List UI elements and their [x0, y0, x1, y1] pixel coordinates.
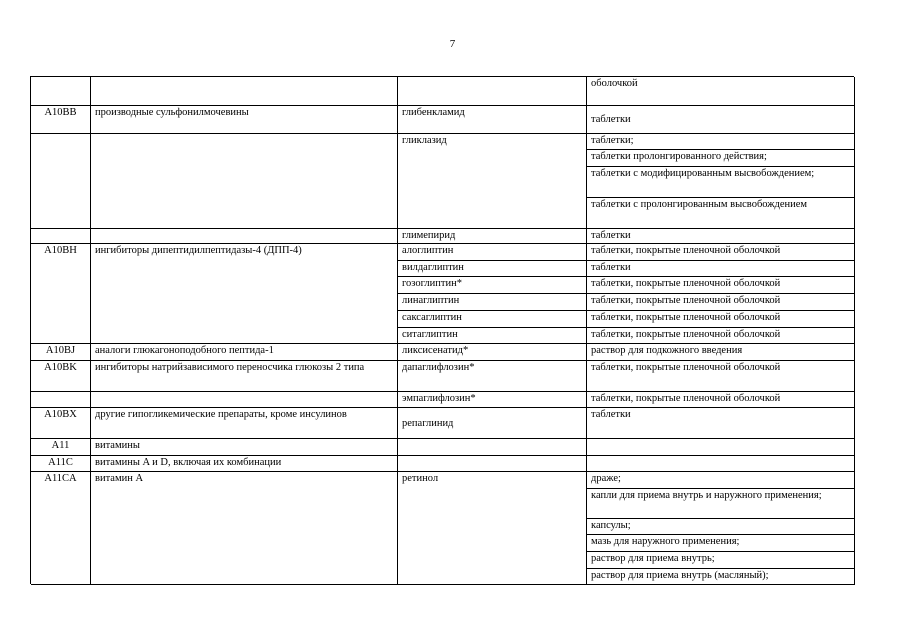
drug-name: ликсисенатид* — [398, 344, 587, 361]
table-cell — [91, 77, 398, 106]
table-cell — [31, 77, 91, 106]
table-cell — [398, 439, 587, 456]
table-cell — [587, 439, 855, 456]
dosage-form: таблетки, покрытые пленочной оболочкой — [587, 294, 855, 311]
dosage-form: таблетки, покрытые пленочной оболочкой — [587, 311, 855, 328]
atc-code: A10BB — [31, 106, 91, 134]
table-cell — [91, 134, 398, 229]
dosage-form — [587, 106, 855, 134]
atc-code: A10BJ — [31, 344, 91, 361]
table-cell — [398, 77, 587, 106]
drug-name-text: репаглинид — [402, 417, 454, 429]
table-cell — [31, 134, 91, 229]
drug-name: линаглиптин — [398, 294, 587, 311]
group-name: ингибиторы дипептидилпептидазы-4 (ДПП-4) — [91, 244, 398, 344]
drug-name: вилдаглиптин — [398, 261, 587, 277]
table-cell — [31, 229, 91, 244]
group-name: ингибиторы натрийзависимого переносчика глюкозы 2 типа — [91, 361, 398, 392]
dosage-form: драже; — [587, 472, 855, 489]
atc-code: A11 — [31, 439, 91, 456]
table-cell — [587, 456, 855, 472]
group-name: витамины — [91, 439, 398, 456]
dosage-form: таблетки — [587, 261, 855, 277]
drug-name: саксаглиптин — [398, 311, 587, 328]
atc-code: A11CA — [31, 472, 91, 585]
group-name: витамины A и D, включая их комбинации — [91, 456, 398, 472]
dosage-form: таблетки с модифицированным высвобождением; — [587, 167, 855, 198]
dosage-form: таблетки — [587, 408, 855, 439]
dosage-form: капсулы; — [587, 519, 855, 535]
dosage-form-text: таблетки — [591, 114, 631, 125]
dosage-form: раствор для подкожного введения — [587, 344, 855, 361]
dosage-form: таблетки; — [587, 134, 855, 150]
dosage-form: таблетки — [587, 229, 855, 244]
dosage-form: мазь для наружного применения; — [587, 535, 855, 552]
group-name: другие гипогликемические препараты, кроме инсулинов — [91, 408, 398, 439]
page-number: 7 — [449, 38, 456, 50]
atc-code: A10BH — [31, 244, 91, 344]
drug-name: дапаглифлозин* — [398, 361, 587, 392]
atc-code: A10BK — [31, 361, 91, 392]
drug-name: алоглиптин — [398, 244, 587, 261]
drug-name: гозоглиптин* — [398, 277, 587, 294]
drug-name: ситаглиптин — [398, 328, 587, 344]
medicines-table — [30, 76, 854, 584]
group-name: аналоги глюкагоноподобного пептида-1 — [91, 344, 398, 361]
dosage-form: таблетки, покрытые пленочной оболочкой — [587, 244, 855, 261]
dosage-form: таблетки, покрытые пленочной оболочкой — [587, 361, 855, 392]
table-cell — [91, 229, 398, 244]
dosage-form: раствор для приема внутрь; — [587, 552, 855, 569]
atc-code: A10BX — [31, 408, 91, 439]
dosage-form: оболочкой — [587, 77, 855, 106]
group-name: витамин A — [91, 472, 398, 585]
drug-name — [398, 408, 587, 439]
atc-code: A11C — [31, 456, 91, 472]
dosage-form: раствор для приема внутрь (масляный); — [587, 569, 855, 585]
dosage-form: таблетки, покрытые пленочной оболочкой — [587, 277, 855, 294]
drug-name: гликлазид — [398, 134, 587, 229]
group-name: производные сульфонилмочевины — [91, 106, 398, 134]
drug-name: глибенкламид — [398, 106, 587, 134]
table-cell — [398, 456, 587, 472]
dosage-form: таблетки, покрытые пленочной оболочкой — [587, 328, 855, 344]
dosage-form: таблетки, покрытые пленочной оболочкой — [587, 392, 855, 408]
dosage-form: таблетки пролонгированного действия; — [587, 150, 855, 167]
dosage-form: капли для приема внутрь и наружного применения; — [587, 489, 855, 519]
drug-name: эмпаглифлозин* — [398, 392, 587, 408]
dosage-form: таблетки с пролонгированным высвобождением — [587, 198, 855, 229]
table-cell — [31, 392, 91, 408]
drug-name: глимепирид — [398, 229, 587, 244]
drug-name: ретинол — [398, 472, 587, 585]
table-cell — [91, 392, 398, 408]
